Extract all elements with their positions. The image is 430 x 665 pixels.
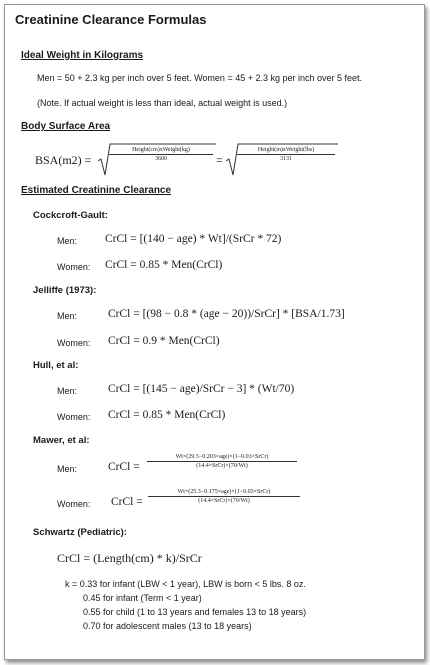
schwartz-name: Schwartz (Pediatric): (33, 527, 127, 538)
bsa-lhs: BSA(m2) = (35, 153, 92, 167)
bsa-fraction-2-denominator: 3131 (280, 156, 292, 162)
jelliffe-men-formula: CrCl = [(98 − 0.8 * (age − 20))/SrCr] * [BSA/1.73] (108, 308, 345, 320)
ideal-weight-line: Men = 50 + 2.3 kg per inch over 5 feet. Women = 45 + 2.3 kg per inch over 5 feet. (37, 73, 363, 83)
hull-name: Hull, et al: (33, 360, 79, 371)
page-title: Creatinine Clearance Formulas (15, 12, 207, 27)
mawer-men-label: Men: (57, 464, 78, 474)
bsa-equals: = (216, 153, 223, 167)
cockcroft-name: Cockcroft-Gault: (33, 210, 108, 221)
schwartz-k-line-4: 0.70 for adolescent males (13 to 18 years) (83, 621, 252, 631)
cockcroft-women-label: Women: (57, 262, 91, 272)
bsa-fraction-1-denominator: 3600 (155, 156, 167, 162)
jelliffe-women-formula: CrCl = 0.9 * Men(CrCl) (108, 335, 220, 347)
schwartz-k-line-2: 0.45 for infant (Term < 1 year) (83, 593, 202, 603)
mawer-men-fraction (147, 454, 297, 469)
schwartz-k-line-1: k = 0.33 for infant (LBW < 1 year), LBW is born < 5 lbs. 8 oz. (65, 579, 306, 589)
jelliffe-women-label: Women: (57, 338, 91, 348)
hull-women-label: Women: (57, 412, 91, 422)
mawer-women-numerator: Wt×(25.3−0.175×age)×(1−0.03×SrCr) (148, 489, 300, 497)
mawer-men-denominator: (14.4×SrCr)×(70/Wt) (196, 463, 248, 469)
bsa-heading: Body Surface Area (21, 121, 111, 132)
mawer-name: Mawer, et al: (33, 435, 90, 446)
document-page (4, 4, 425, 660)
jelliffe-men-label: Men: (57, 311, 78, 321)
schwartz-k-line-3: 0.55 for child (1 to 13 years and females 13 to 18 years) (83, 607, 307, 617)
hull-men-label: Men: (57, 386, 78, 396)
cockcroft-men-label: Men: (57, 236, 78, 246)
ecc-heading: Estimated Creatinine Clearance (21, 185, 172, 196)
cockcroft-men-formula: CrCl = [(140 − age) * Wt]/(SrCr * 72) (105, 233, 282, 245)
hull-women-formula: CrCl = 0.85 * Men(CrCl) (108, 409, 226, 421)
bsa-fraction-2 (237, 147, 335, 162)
mawer-men-numerator: Wt×(29.3−0.203×age)×(1−0.03×SrCr) (147, 454, 297, 462)
mawer-women-lhs: CrCl = (111, 496, 143, 508)
mawer-women-denominator: (14.4×SrCr)×(70/Wt) (198, 498, 250, 504)
ideal-weight-note: (Note. If actual weight is less than ideal, actual weight is used.) (37, 98, 288, 108)
jelliffe-name: Jelliffe (1973): (33, 285, 97, 296)
bsa-fraction-1 (109, 147, 213, 162)
ideal-weight-heading: Ideal Weight in Kilograms (21, 50, 144, 61)
mawer-women-label: Women: (57, 499, 91, 509)
mawer-men-lhs: CrCl = (108, 461, 140, 473)
bsa-fraction-2-numerator: Height(in)xWeight(lbs) (237, 147, 335, 155)
mawer-women-fraction (148, 489, 300, 504)
hull-men-formula: CrCl = [(145 − age)/SrCr − 3] * (Wt/70) (108, 383, 295, 395)
cockcroft-women-formula: CrCl = 0.85 * Men(CrCl) (105, 259, 223, 271)
bsa-fraction-1-numerator: Height(cm)xWeight(kg) (109, 147, 213, 155)
schwartz-formula: CrCl = (Length(cm) * k)/SrCr (57, 551, 202, 565)
